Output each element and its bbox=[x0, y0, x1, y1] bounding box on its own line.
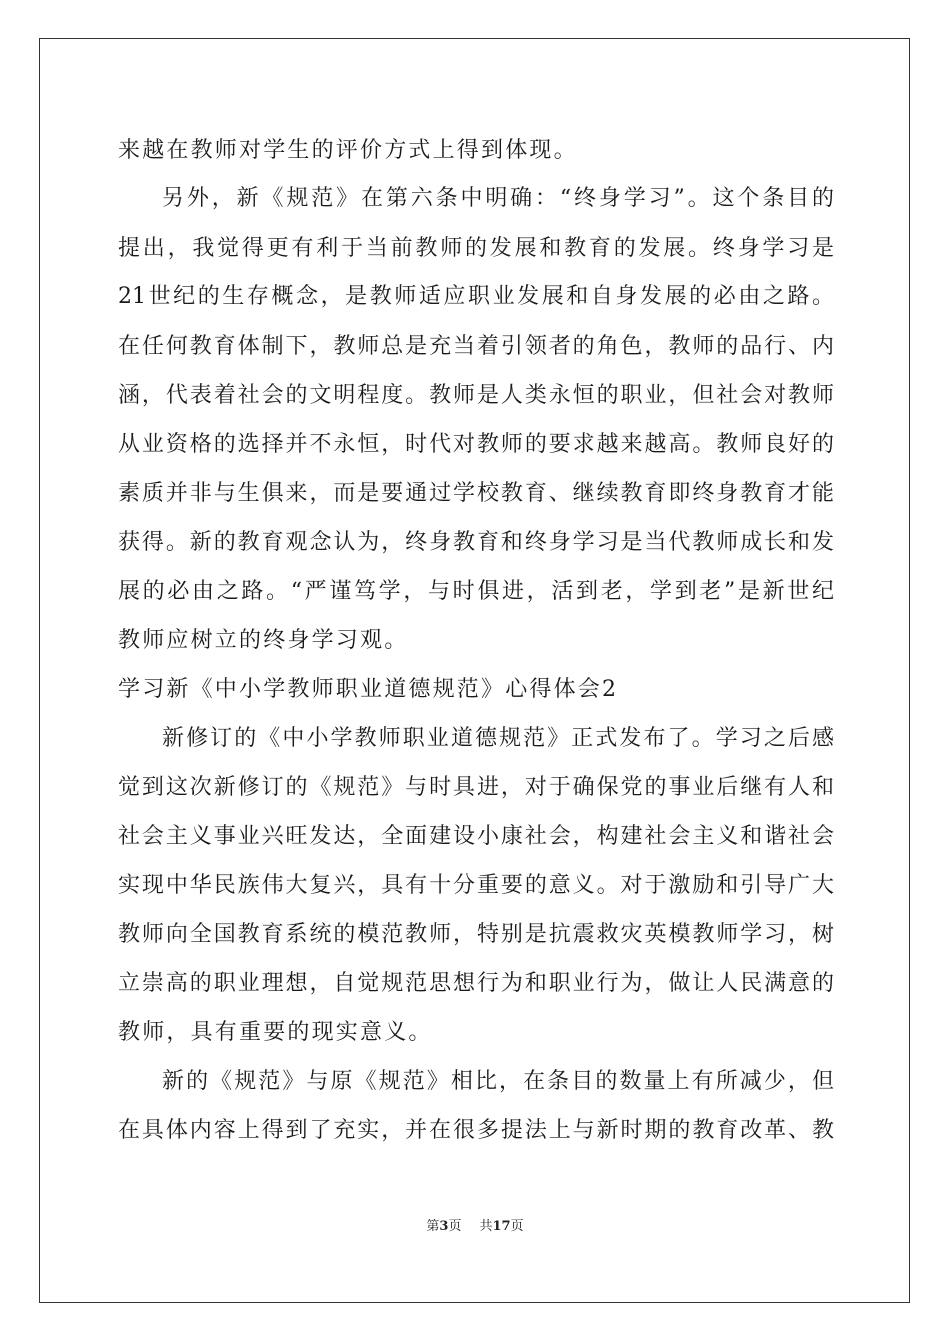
paragraph-line-10: 展的必由之路。“严谨笃学，与时俱进，活到老，学到老”是新世纪 bbox=[118, 579, 834, 604]
paragraph-line-17: 教师向全国教育系统的模范教师，特别是抗震救灾英模教师学习，树 bbox=[118, 922, 834, 947]
paragraph-line-2: 另外，新《规范》在第六条中明确：“终身学习”。这个条目的 bbox=[162, 186, 834, 211]
paragraph-line-3: 提出，我觉得更有利于当前教师的发展和教育的发展。终身学习是 bbox=[118, 236, 834, 261]
paragraph-line-9: 获得。新的教育观念认为，终身教育和终身学习是当代教师成长和发 bbox=[118, 530, 834, 555]
paragraph-line-13: 新修订的《中小学教师职业道德规范》正式发布了。学习之后感 bbox=[162, 726, 834, 751]
total-pages-suffix: 页 bbox=[510, 1219, 524, 1234]
section-heading: 学习新《中小学教师职业道德规范》心得体会2 bbox=[118, 677, 619, 702]
paragraph-line-21: 在具体内容上得到了充实，并在很多提法上与新时期的教育改革、教 bbox=[118, 1118, 834, 1143]
paragraph-line-19: 教师，具有重要的现实意义。 bbox=[118, 1020, 433, 1045]
page-number-suffix: 页 bbox=[448, 1219, 462, 1234]
page-number-prefix: 第 bbox=[426, 1219, 440, 1234]
paragraph-line-15: 社会主义事业兴旺发达，全面建设小康社会，构建社会主义和谐社会 bbox=[118, 824, 834, 849]
paragraph-line-7: 从业资格的选择并不永恒，时代对教师的要求越来越高。教师良好的 bbox=[118, 432, 834, 457]
paragraph-line-8: 素质并非与生俱来，而是要通过学校教育、继续教育即终身教育才能 bbox=[118, 481, 834, 506]
paragraph-line-20: 新的《规范》与原《规范》相比，在条目的数量上有所减少，但 bbox=[162, 1069, 834, 1094]
paragraph-line-5: 在任何教育体制下，教师总是充当着引领者的角色，教师的品行、内 bbox=[118, 334, 834, 359]
paragraph-line-16: 实现中华民族伟大复兴，具有十分重要的意义。对于激励和引导广大 bbox=[118, 873, 834, 898]
paragraph-line-6: 涵，代表着社会的文明程度。教师是人类永恒的职业，但社会对教师 bbox=[118, 383, 834, 408]
page-footer bbox=[0, 1218, 950, 1236]
text-line-1: 来越在教师对学生的评价方式上得到体现。 bbox=[118, 138, 578, 163]
current-page-number: 3 bbox=[439, 1219, 449, 1234]
total-page-count: 17 bbox=[492, 1219, 511, 1234]
paragraph-line-18: 立崇高的职业理想，自觉规范思想行为和职业行为，做让人民满意的 bbox=[118, 971, 834, 996]
page-border bbox=[39, 38, 910, 1303]
paragraph-line-14: 觉到这次新修订的《规范》与时具进，对于确保党的事业后继有人和 bbox=[118, 775, 834, 800]
paragraph-line-11: 教师应树立的终身学习观。 bbox=[118, 628, 409, 653]
paragraph-line-4: 21世纪的生存概念，是教师适应职业发展和自身发展的必由之路。 bbox=[118, 284, 834, 309]
total-pages-prefix: 共 bbox=[479, 1219, 493, 1234]
